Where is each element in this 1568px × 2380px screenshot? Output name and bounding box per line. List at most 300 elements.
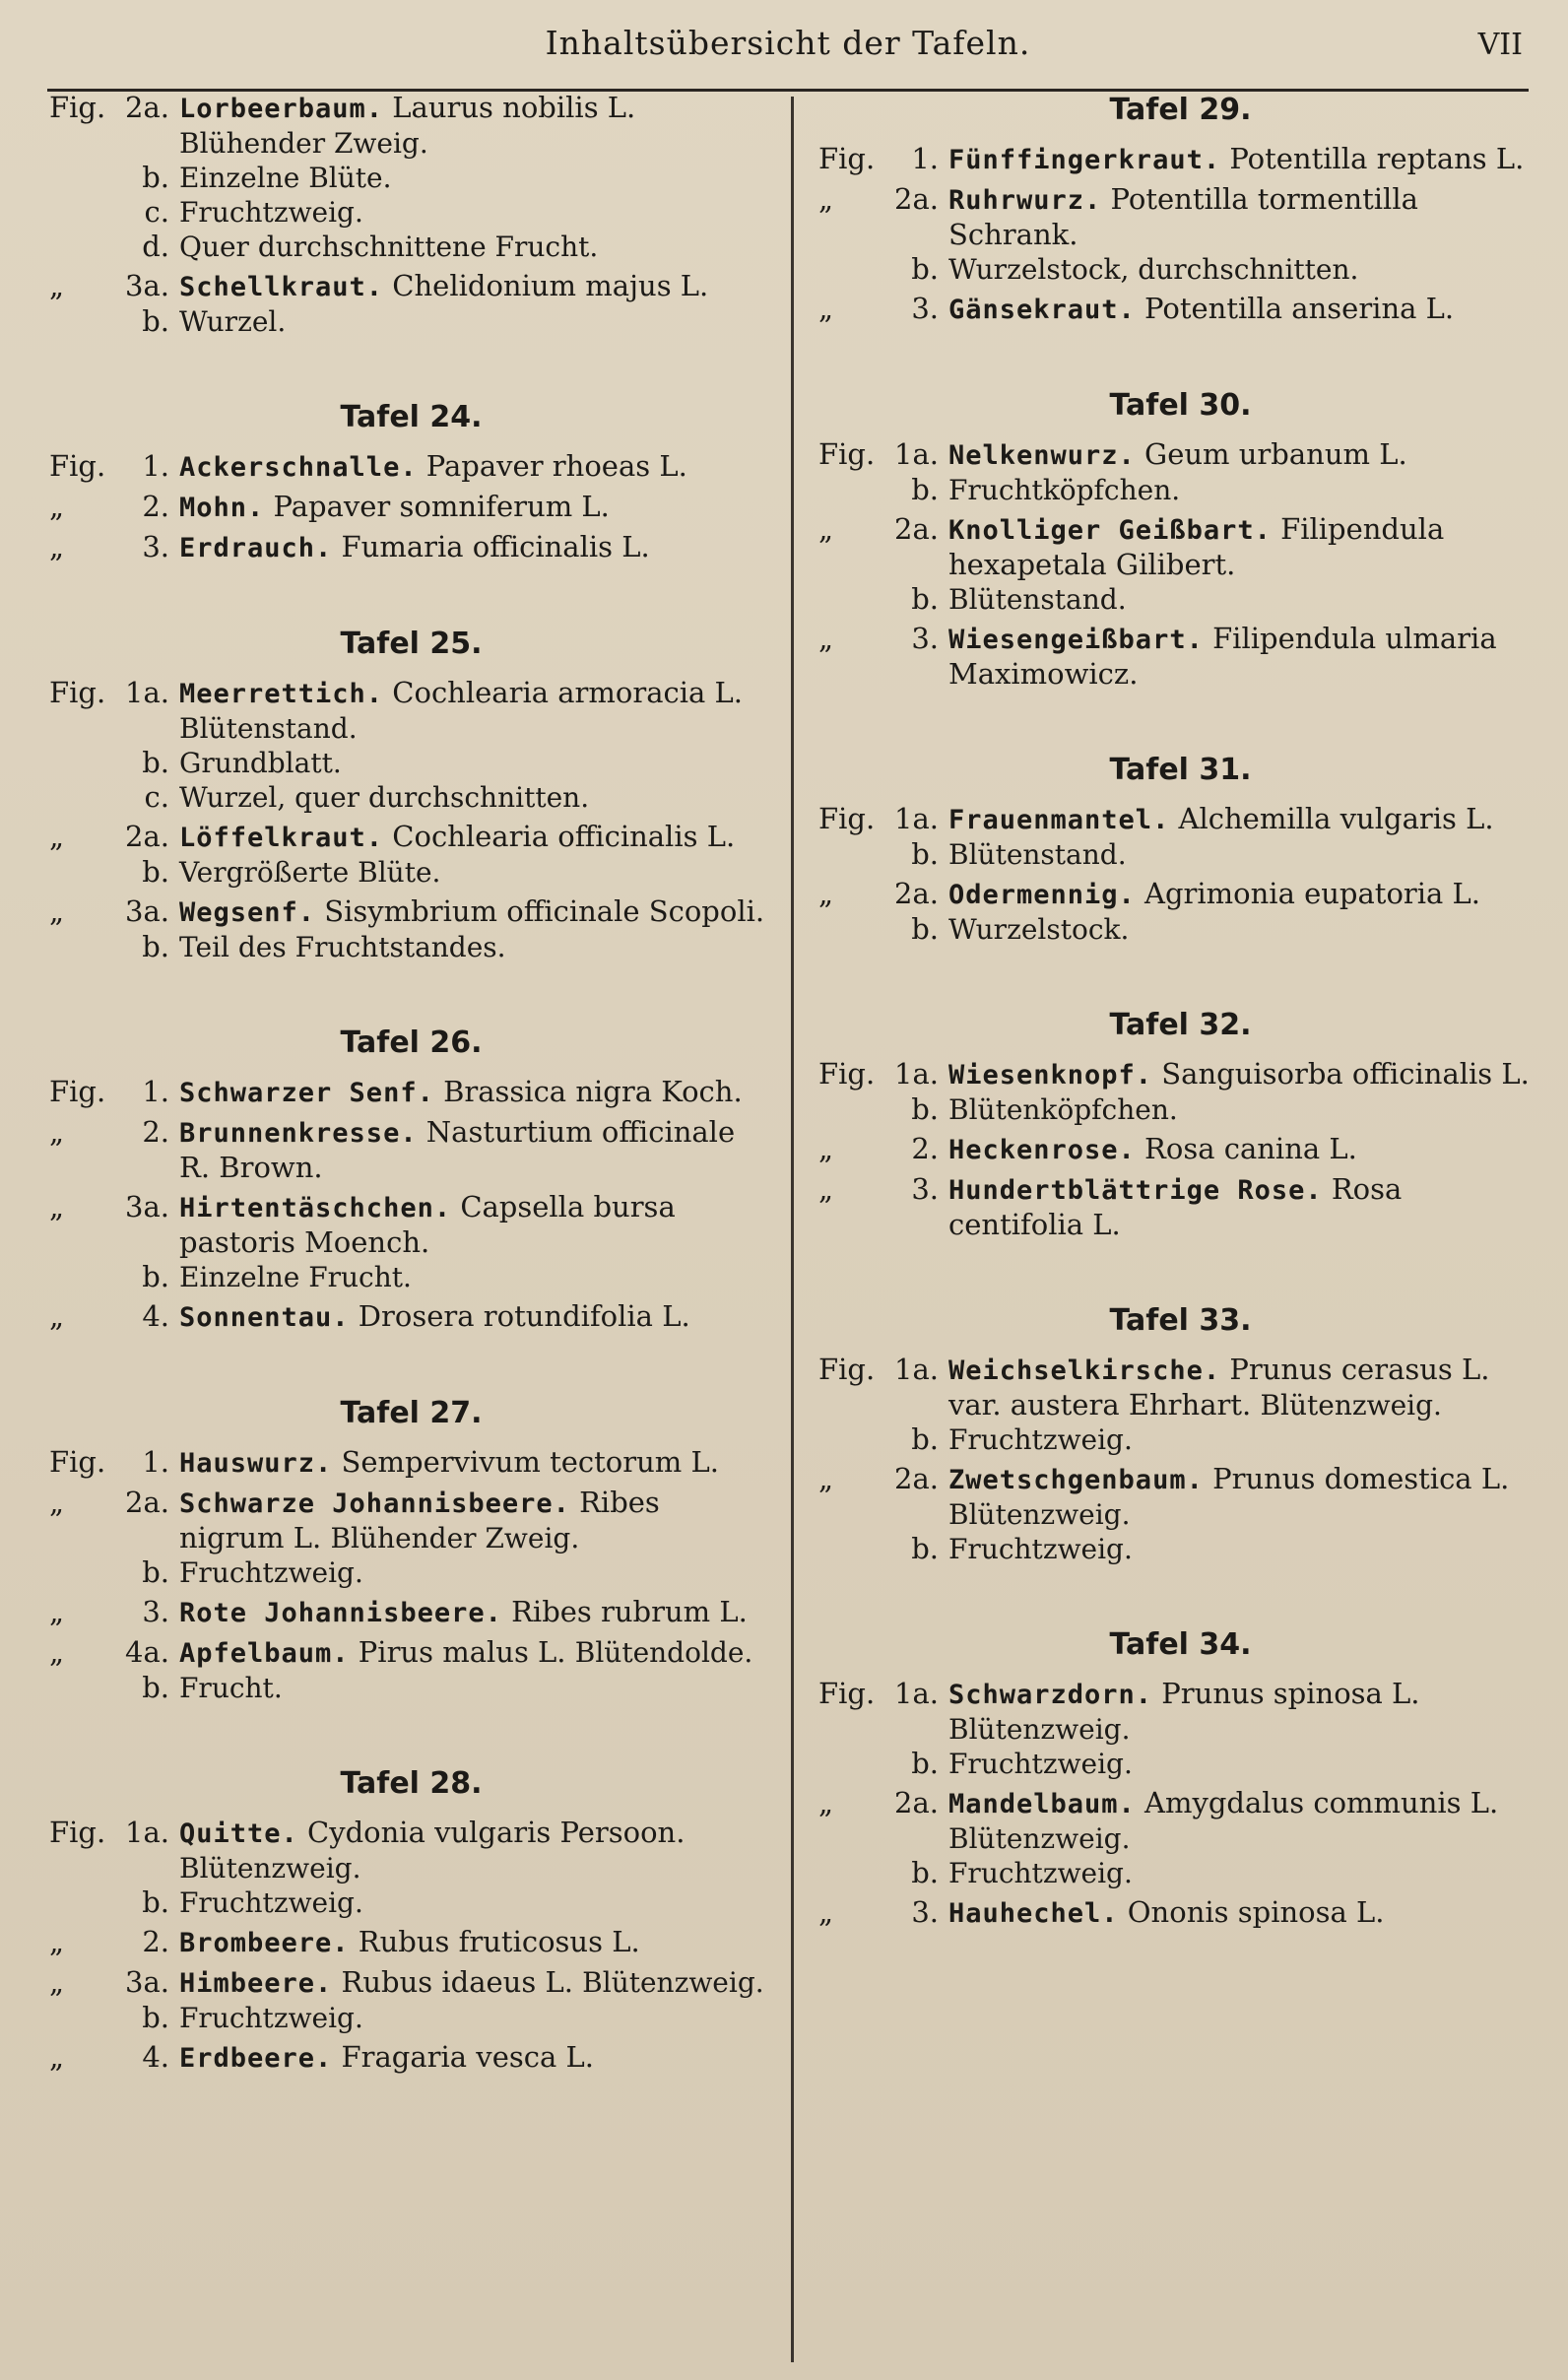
fig-label: b. bbox=[911, 1092, 939, 1126]
latin-name: Geum urbanum L. bbox=[1144, 437, 1407, 471]
latin-name: Chelidonium majus L. bbox=[392, 269, 709, 302]
latin-name: Potentilla tormentilla Schrank. bbox=[948, 182, 1418, 251]
figure-description: Fruchtzweig. bbox=[179, 1556, 363, 1589]
fig-prefix: Fig. bbox=[49, 449, 106, 483]
fig-prefix: „ bbox=[818, 1132, 834, 1165]
common-name: Mohn. bbox=[179, 493, 265, 523]
latin-name: Papaver rhoeas L. bbox=[425, 449, 687, 483]
figure-description: Blütenstand. bbox=[948, 583, 1127, 616]
entry-text bbox=[179, 2040, 773, 2076]
latin-name: Sempervivum tectorum L. bbox=[341, 1445, 719, 1479]
figure-description: Fruchtzweig. bbox=[179, 196, 363, 229]
fig-label: 3. bbox=[142, 530, 169, 563]
figure-description: Blütenzweig. bbox=[1260, 1389, 1442, 1421]
entry-text bbox=[948, 877, 1542, 912]
figure-entry bbox=[818, 1092, 1542, 1127]
figure-entry bbox=[49, 1885, 773, 1920]
figure-entry bbox=[49, 490, 773, 525]
common-name: Apfelbaum. bbox=[179, 1638, 350, 1669]
figure-description: Fruchtzweig. bbox=[179, 2002, 363, 2034]
fig-label: b. bbox=[142, 855, 169, 889]
entry-text bbox=[948, 1677, 1542, 1747]
fig-label: 3a. bbox=[125, 269, 169, 302]
figure-description: Fruchtzweig. bbox=[948, 1748, 1133, 1780]
figure-entry bbox=[818, 1747, 1542, 1781]
latin-name: Cochlearia officinalis L. bbox=[392, 820, 736, 853]
fig-label: 2. bbox=[142, 490, 169, 523]
latin-name: Cydonia vulgaris Persoon. bbox=[307, 1816, 686, 1849]
entry-text bbox=[179, 449, 773, 485]
fig-label: 1a. bbox=[894, 437, 939, 471]
fig-label: 3. bbox=[911, 1895, 939, 1929]
figure-entry bbox=[818, 1422, 1542, 1457]
right-column bbox=[818, 91, 1542, 1931]
figure-entry bbox=[818, 877, 1542, 912]
fig-label: 3. bbox=[142, 1595, 169, 1628]
entry-text bbox=[948, 1172, 1542, 1242]
fig-prefix: „ bbox=[49, 1190, 65, 1223]
common-name: Erdbeere. bbox=[179, 2043, 333, 2074]
figure-entry bbox=[49, 2001, 773, 2035]
latin-name: Prunus domestica L. bbox=[1212, 1462, 1510, 1495]
fig-prefix: „ bbox=[818, 622, 834, 655]
figure-entry bbox=[49, 894, 773, 930]
fig-label: b. bbox=[911, 582, 939, 616]
figure-entry bbox=[49, 1190, 773, 1260]
tafel-heading: Tafel 26. bbox=[340, 1025, 483, 1060]
entry-text bbox=[179, 91, 773, 161]
common-name: Knolliger Geißbart. bbox=[948, 515, 1272, 546]
fig-prefix: Fig. bbox=[818, 1677, 876, 1710]
entry-text bbox=[179, 1445, 773, 1481]
fig-prefix: „ bbox=[818, 877, 834, 910]
figure-entry bbox=[49, 746, 773, 780]
entry-text bbox=[948, 1353, 1542, 1422]
figure-entry bbox=[818, 582, 1542, 617]
entry-text bbox=[179, 1635, 773, 1671]
figure-description: Blütenzweig. bbox=[582, 1966, 764, 1999]
entry-text bbox=[948, 622, 1542, 692]
figure-entry bbox=[49, 161, 773, 195]
figure-description: Fruchtzweig. bbox=[948, 1423, 1133, 1456]
entry-text bbox=[179, 780, 773, 815]
entry-text bbox=[179, 1925, 773, 1960]
entry-text bbox=[948, 142, 1542, 177]
entry-text bbox=[948, 1747, 1542, 1781]
entry-text bbox=[948, 292, 1542, 327]
latin-name: Rubus fruticosus L. bbox=[358, 1925, 640, 1958]
figure-description: Einzelne Frucht. bbox=[179, 1261, 412, 1293]
figure-entry bbox=[49, 1555, 773, 1590]
column-divider bbox=[791, 97, 794, 2362]
figure-entry bbox=[818, 473, 1542, 507]
entry-text bbox=[179, 269, 773, 304]
fig-label: b. bbox=[911, 912, 939, 946]
common-name: Wegsenf. bbox=[179, 897, 316, 928]
fig-label: 3a. bbox=[125, 894, 169, 928]
fig-prefix: Fig. bbox=[49, 1075, 106, 1108]
figure-description: Einzelne Blüte. bbox=[179, 162, 392, 194]
latin-name: Pirus malus L. bbox=[358, 1635, 566, 1669]
figure-description: Fruchtzweig. bbox=[179, 1886, 363, 1919]
fig-label: 1a. bbox=[894, 1677, 939, 1710]
latin-name: Potentilla anserina L. bbox=[1144, 292, 1455, 325]
latin-name: Fumaria officinalis L. bbox=[341, 530, 650, 563]
entry-text bbox=[179, 1115, 773, 1185]
fig-label: 1. bbox=[911, 142, 939, 175]
tafel-heading: Tafel 28. bbox=[340, 1766, 483, 1801]
fig-label: 1a. bbox=[894, 1057, 939, 1091]
common-name: Schwarzdorn. bbox=[948, 1680, 1153, 1710]
fig-label: 4. bbox=[142, 1299, 169, 1333]
fig-label: b. bbox=[142, 1555, 169, 1589]
common-name: Quitte. bbox=[179, 1818, 298, 1849]
fig-label: 3. bbox=[911, 1172, 939, 1206]
fig-prefix: „ bbox=[818, 1172, 834, 1206]
fig-label: b. bbox=[142, 161, 169, 194]
entry-text bbox=[948, 1786, 1542, 1856]
entry-text bbox=[179, 530, 773, 565]
fig-label: b. bbox=[142, 1260, 169, 1293]
figure-description: Blühender Zweig. bbox=[179, 127, 428, 160]
entry-text bbox=[179, 230, 773, 264]
fig-label: 1a. bbox=[125, 1816, 169, 1849]
latin-name: Drosera rotundifolia L. bbox=[358, 1299, 690, 1333]
fig-prefix: Fig. bbox=[818, 802, 876, 835]
fig-label: b. bbox=[142, 1671, 169, 1704]
common-name: Wiesenknopf. bbox=[948, 1060, 1153, 1091]
figure-entry bbox=[49, 195, 773, 230]
entry-text bbox=[948, 1132, 1542, 1167]
figure-description: Blütenstand. bbox=[179, 712, 358, 745]
tafel-heading: Tafel 31. bbox=[1109, 753, 1252, 787]
latin-name: Ribes rubrum L. bbox=[511, 1595, 748, 1628]
entry-text bbox=[948, 912, 1542, 947]
fig-prefix: Fig. bbox=[49, 1445, 106, 1479]
entry-text bbox=[179, 1075, 773, 1110]
fig-prefix: Fig. bbox=[818, 437, 876, 471]
common-name: Löffelkraut. bbox=[179, 823, 384, 853]
latin-name: Fragaria vesca L. bbox=[341, 2040, 594, 2074]
entry-text bbox=[948, 802, 1542, 837]
fig-label: 2a. bbox=[894, 1786, 939, 1819]
fig-label: b. bbox=[142, 1885, 169, 1919]
figure-description: Vergrößerte Blüte. bbox=[179, 856, 441, 889]
fig-prefix: „ bbox=[818, 512, 834, 546]
latin-name: Prunus spinosa L. bbox=[1161, 1677, 1420, 1710]
fig-prefix: Fig. bbox=[818, 1353, 876, 1386]
figure-entry bbox=[818, 512, 1542, 582]
entry-text bbox=[179, 1671, 773, 1705]
common-name: Schwarze Johannisbeere. bbox=[179, 1488, 570, 1519]
entry-text bbox=[179, 1595, 773, 1630]
fig-label: 2a. bbox=[894, 512, 939, 546]
fig-label: 1. bbox=[142, 1445, 169, 1479]
fig-prefix: „ bbox=[49, 1486, 65, 1519]
fig-prefix: „ bbox=[818, 1895, 834, 1929]
entry-text bbox=[179, 894, 773, 930]
figure-entry bbox=[49, 269, 773, 304]
fig-label: 2. bbox=[142, 1925, 169, 1958]
common-name: Weichselkirsche. bbox=[948, 1355, 1221, 1386]
entry-text bbox=[948, 1532, 1542, 1566]
fig-label: b. bbox=[911, 1422, 939, 1456]
latin-name: Sisymbrium officinale Scopoli. bbox=[324, 894, 765, 928]
entry-text bbox=[948, 1856, 1542, 1890]
entry-text bbox=[179, 161, 773, 195]
figure-description: Blütenzweig. bbox=[948, 1498, 1131, 1531]
common-name: Mandelbaum. bbox=[948, 1789, 1136, 1819]
figure-entry bbox=[49, 230, 773, 264]
fig-label: 4. bbox=[142, 2040, 169, 2074]
tafel-heading: Tafel 24. bbox=[340, 400, 483, 434]
latin-name: Capsella bursa pastoris Moench. bbox=[179, 1190, 676, 1259]
fig-label: 3. bbox=[911, 292, 939, 325]
figure-entry bbox=[49, 1260, 773, 1294]
entry-text bbox=[948, 512, 1542, 582]
page-number: VII bbox=[1477, 28, 1523, 62]
entry-text bbox=[179, 1260, 773, 1294]
tafel-heading: Tafel 27. bbox=[340, 1396, 483, 1430]
figure-entry bbox=[49, 1486, 773, 1555]
fig-label: 1. bbox=[142, 449, 169, 483]
common-name: Schwarzer Senf. bbox=[179, 1078, 434, 1108]
entry-text bbox=[179, 1486, 773, 1555]
figure-entry bbox=[49, 1595, 773, 1630]
figure-entry bbox=[49, 449, 773, 485]
left-column bbox=[49, 91, 773, 2076]
figure-entry bbox=[818, 1856, 1542, 1890]
fig-label: 4a. bbox=[125, 1635, 169, 1669]
fig-label: b. bbox=[911, 252, 939, 286]
latin-name: Ribes nigrum L. bbox=[179, 1486, 660, 1554]
fig-label: 1a. bbox=[894, 1353, 939, 1386]
figure-entry bbox=[818, 622, 1542, 692]
figure-entry bbox=[49, 1299, 773, 1335]
fig-label: 2. bbox=[142, 1115, 169, 1149]
entry-text bbox=[948, 1462, 1542, 1532]
entry-text bbox=[179, 1885, 773, 1920]
common-name: Ruhrwurz. bbox=[948, 185, 1102, 216]
common-name: Ackerschnalle. bbox=[179, 452, 418, 483]
fig-prefix: „ bbox=[49, 1635, 65, 1669]
fig-prefix: Fig. bbox=[818, 1057, 876, 1091]
latin-name: Rubus idaeus L. bbox=[341, 1965, 573, 1999]
fig-label: b. bbox=[142, 304, 169, 338]
common-name: Meerrettich. bbox=[179, 679, 384, 709]
entry-text bbox=[948, 582, 1542, 617]
fig-label: d. bbox=[142, 230, 169, 263]
figure-entry bbox=[49, 1671, 773, 1705]
entry-text bbox=[179, 304, 773, 339]
latin-name: Rosa canina L. bbox=[1144, 1132, 1357, 1165]
entry-text bbox=[179, 2001, 773, 2035]
figure-entry bbox=[49, 1816, 773, 1885]
fig-prefix: „ bbox=[49, 1299, 65, 1333]
fig-label: b. bbox=[142, 2001, 169, 2034]
figure-entry bbox=[818, 912, 1542, 947]
common-name: Brunnenkresse. bbox=[179, 1118, 418, 1149]
fig-prefix: Fig. bbox=[818, 142, 876, 175]
figure-entry bbox=[49, 2040, 773, 2076]
common-name: Frauenmantel. bbox=[948, 805, 1170, 835]
latin-name: Papaver somniferum L. bbox=[273, 490, 610, 523]
entry-text bbox=[948, 1422, 1542, 1457]
figure-entry bbox=[49, 1925, 773, 1960]
fig-prefix: „ bbox=[49, 530, 65, 563]
common-name: Gänsekraut. bbox=[948, 295, 1136, 325]
figure-entry bbox=[49, 304, 773, 339]
figure-entry bbox=[49, 930, 773, 964]
entry-text bbox=[179, 1190, 773, 1260]
fig-label: 2a. bbox=[894, 1462, 939, 1495]
tafel-heading: Tafel 29. bbox=[1109, 93, 1252, 127]
figure-description: Wurzelstock, durchschnitten. bbox=[948, 253, 1359, 286]
figure-description: Wurzel, quer durchschnitten. bbox=[179, 781, 590, 814]
figure-description: Blühender Zweig. bbox=[330, 1522, 580, 1554]
figure-description: Blütendolde. bbox=[574, 1636, 753, 1669]
figure-entry bbox=[49, 1115, 773, 1185]
tafel-heading: Tafel 30. bbox=[1109, 388, 1252, 423]
latin-name: Nasturtium officinale R. Brown. bbox=[179, 1115, 736, 1184]
fig-prefix: „ bbox=[818, 1786, 834, 1819]
figure-entry bbox=[818, 437, 1542, 473]
entry-text bbox=[948, 837, 1542, 872]
fig-label: 3a. bbox=[125, 1965, 169, 1999]
entry-text bbox=[179, 1965, 773, 2001]
figure-description: Blütenzweig. bbox=[948, 1713, 1131, 1746]
tafel-heading: Tafel 25. bbox=[340, 627, 483, 661]
common-name: Zwetschgenbaum. bbox=[948, 1465, 1204, 1495]
fig-label: b. bbox=[911, 473, 939, 506]
tafel-heading: Tafel 34. bbox=[1109, 1627, 1252, 1662]
figure-entry bbox=[49, 1965, 773, 2001]
entry-text bbox=[179, 1816, 773, 1885]
latin-name: Prunus cerasus L. var. austera Ehrhart. bbox=[948, 1353, 1490, 1421]
figure-entry bbox=[49, 855, 773, 890]
fig-prefix: „ bbox=[49, 894, 65, 928]
fig-prefix: „ bbox=[49, 1115, 65, 1149]
fig-label: 2a. bbox=[894, 182, 939, 216]
latin-name: Alchemilla vulgaris L. bbox=[1178, 802, 1494, 835]
latin-name: Cochlearia armoracia L. bbox=[392, 676, 743, 709]
figure-description: Grundblatt. bbox=[179, 747, 342, 779]
entry-text bbox=[179, 676, 773, 746]
common-name: Lorbeerbaum. bbox=[179, 94, 384, 124]
entry-text bbox=[179, 195, 773, 230]
entry-text bbox=[179, 490, 773, 525]
fig-label: 1a. bbox=[894, 802, 939, 835]
entry-text bbox=[179, 1299, 773, 1335]
fig-prefix: „ bbox=[49, 1595, 65, 1628]
fig-prefix: Fig. bbox=[49, 91, 106, 124]
latin-name: Rosa centifolia L. bbox=[948, 1172, 1403, 1241]
fig-label: 3. bbox=[911, 622, 939, 655]
fig-prefix: Fig. bbox=[49, 676, 106, 709]
fig-label: c. bbox=[144, 780, 169, 814]
figure-description: Blütenköpfchen. bbox=[948, 1093, 1178, 1126]
figure-entry bbox=[49, 676, 773, 746]
common-name: Brombeere. bbox=[179, 1928, 350, 1958]
figure-entry bbox=[818, 252, 1542, 287]
fig-prefix: „ bbox=[818, 182, 834, 216]
common-name: Rote Johannisbeere. bbox=[179, 1598, 502, 1628]
figure-entry bbox=[818, 1532, 1542, 1566]
latin-name: Sanguisorba officinalis L. bbox=[1161, 1057, 1530, 1091]
latin-name: Potentilla reptans L. bbox=[1229, 142, 1525, 175]
fig-prefix: „ bbox=[49, 2040, 65, 2074]
latin-name: Agrimonia eupatoria L. bbox=[1144, 877, 1481, 910]
figure-entry bbox=[818, 1895, 1542, 1931]
fig-prefix: Fig. bbox=[49, 1816, 106, 1849]
common-name: Hundertblättrige Rose. bbox=[948, 1175, 1323, 1206]
figure-entry bbox=[49, 820, 773, 855]
fig-label: 3a. bbox=[125, 1190, 169, 1223]
common-name: Hauhechel. bbox=[948, 1898, 1119, 1929]
figure-entry bbox=[49, 530, 773, 565]
latin-name: Filipendula hexapetala Gilibert. bbox=[948, 512, 1445, 581]
entry-text bbox=[948, 1057, 1542, 1092]
entry-text bbox=[948, 437, 1542, 473]
latin-name: Filipendula ulmaria Maximowicz. bbox=[948, 622, 1497, 691]
figure-entry bbox=[818, 1172, 1542, 1242]
fig-label: 2a. bbox=[125, 91, 169, 124]
fig-prefix: „ bbox=[49, 1965, 65, 1999]
figure-entry bbox=[818, 142, 1542, 177]
figure-entry bbox=[49, 91, 773, 161]
entry-text bbox=[948, 1895, 1542, 1931]
figure-description: Wurzel. bbox=[179, 305, 287, 338]
figure-description: Blütenstand. bbox=[948, 838, 1127, 871]
figure-entry bbox=[49, 1635, 773, 1671]
latin-name: Brassica nigra Koch. bbox=[443, 1075, 743, 1108]
figure-entry bbox=[49, 1075, 773, 1110]
figure-entry bbox=[818, 802, 1542, 837]
fig-label: b. bbox=[911, 1747, 939, 1780]
fig-label: b. bbox=[142, 746, 169, 779]
figure-description: Teil des Fruchtstandes. bbox=[179, 931, 506, 963]
figure-entry bbox=[818, 292, 1542, 327]
figure-description: Blütenzweig. bbox=[179, 1852, 361, 1884]
figure-entry bbox=[818, 837, 1542, 872]
fig-label: b. bbox=[142, 930, 169, 963]
fig-prefix: „ bbox=[818, 1462, 834, 1495]
fig-label: 1. bbox=[142, 1075, 169, 1108]
fig-label: 2. bbox=[911, 1132, 939, 1165]
common-name: Erdrauch. bbox=[179, 533, 333, 563]
figure-description: Wurzelstock. bbox=[948, 913, 1130, 946]
common-name: Nelkenwurz. bbox=[948, 440, 1136, 471]
entry-text bbox=[179, 820, 773, 855]
figure-description: Fruchtköpfchen. bbox=[948, 474, 1181, 506]
fig-label: 2a. bbox=[894, 877, 939, 910]
figure-entry bbox=[818, 1786, 1542, 1856]
fig-label: b. bbox=[911, 837, 939, 871]
common-name: Odermennig. bbox=[948, 880, 1136, 910]
fig-prefix: „ bbox=[818, 292, 834, 325]
figure-entry bbox=[49, 780, 773, 815]
fig-label: b. bbox=[911, 1532, 939, 1565]
entry-text bbox=[179, 930, 773, 964]
figure-entry bbox=[818, 1353, 1542, 1422]
fig-prefix: „ bbox=[49, 269, 65, 302]
figure-description: Frucht. bbox=[179, 1672, 283, 1704]
figure-entry bbox=[49, 1445, 773, 1481]
common-name: Himbeere. bbox=[179, 1968, 333, 1999]
common-name: Schellkraut. bbox=[179, 272, 384, 302]
latin-name: Amygdalus communis L. bbox=[1144, 1786, 1499, 1819]
fig-label: c. bbox=[144, 195, 169, 229]
